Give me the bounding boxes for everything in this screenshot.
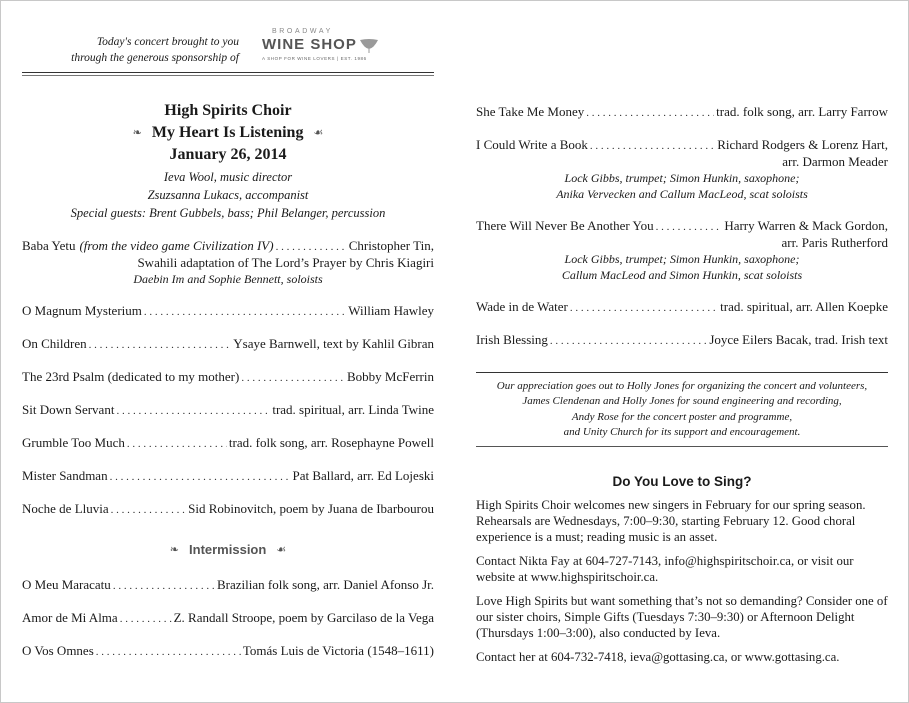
choir-name: High Spirits Choir (164, 102, 292, 119)
piece-title: Noche de Lluvia (22, 501, 109, 516)
piece-title: O Magnum Mysterium (22, 303, 142, 318)
piece-composer: Harry Warren & Mack Gordon, (724, 218, 888, 233)
piece-composer: trad. folk song, arr. Rosephayne Powell (228, 435, 434, 450)
piece-composer: Brazilian folk song, arr. Daniel Afonso Jr. (217, 577, 434, 592)
program-item (22, 402, 434, 419)
leader-dots (586, 105, 714, 121)
music-director: Ieva Wool, music director (163, 170, 293, 184)
piece-title: Amor de Mi Alma (22, 610, 118, 625)
piece-title: The 23rd Psalm (dedicated to my mother) (22, 369, 240, 384)
program-item (22, 303, 434, 320)
program-item (22, 435, 434, 452)
logo-main-text: WINE SHOP (262, 36, 357, 53)
ornament-right-icon: ☙ (276, 544, 287, 556)
piece-composer: Joyce Eilers Bacak, trad. Irish text (709, 332, 888, 347)
program-item (22, 577, 434, 594)
piece-title: Wade in de Water (476, 299, 568, 314)
leader-dots (144, 304, 346, 320)
leader-dots (656, 219, 723, 235)
piece-composer: trad. spiritual, arr. Linda Twine (272, 402, 434, 417)
piece-title: Grumble Too Much (22, 435, 125, 450)
program-item (476, 332, 888, 349)
wine-shop-logo (262, 30, 382, 68)
piece-composer: trad. spiritual, arr. Allen Koepke (720, 299, 888, 314)
sponsor-line-2: through the generous sponsorship of (71, 52, 239, 64)
piece-title: She Take Me Money (476, 104, 585, 119)
piece-composer: Ysaye Barnwell, text by Kahlil Gibran (233, 336, 434, 351)
piece-composer: Bobby McFerrin (346, 369, 434, 384)
piece-soloists: Anika Vervecken and Callum MacLeod, scat soloists (556, 187, 808, 201)
top-rule (22, 72, 434, 73)
accompanist: Zsuzsanna Lukacs, accompanist (147, 188, 309, 202)
piece-title: Baba Yetu (22, 238, 76, 253)
thanks-line: Our appreciation goes out to Holly Jones for organizing the concert and volunteers, (496, 380, 868, 392)
concert-header (22, 100, 434, 222)
contact-ieva-paragraph: Contact her at 604-732-7418, ieva@gottasing.ca, or www.gottasing.ca. (476, 650, 840, 664)
piece-composer-cont: arr. Paris Rutherford (781, 235, 888, 250)
program-item (22, 468, 434, 485)
program-item (22, 610, 434, 627)
program-item (22, 369, 434, 386)
contact-paragraph: Contact Nikta Fay at 604-727-7143, info@highspiritschoir.ca, or visit our website at www.highspiritschoir.ca. (476, 554, 854, 584)
program-item (22, 336, 434, 353)
program-item (22, 238, 434, 287)
piece-composer: Z. Randall Stroope, poem by Garcilaso de la Vega (173, 610, 434, 625)
piece-composer: Christopher Tin, (348, 238, 434, 253)
thanks-line: Andy Rose for the concert poster and programme, (571, 410, 793, 423)
recruitment-section (476, 474, 888, 665)
piece-soloists: Daebin Im and Sophie Bennett, soloists (133, 272, 323, 286)
leader-dots (113, 578, 215, 594)
concert-title: My Heart Is Listening (151, 124, 304, 141)
piece-composer: Sid Robinovitch, poem by Juana de Ibarbourou (188, 501, 434, 516)
special-guests: Special guests: Brent Gubbels, bass; Phil Belanger, percussion (70, 206, 386, 220)
leader-dots (590, 138, 715, 154)
piece-composer: Tomás Luis de Victoria (1548–1611) (242, 643, 434, 658)
piece-title: On Children (22, 336, 87, 351)
piece-title: There Will Never Be Another You (476, 218, 654, 233)
leader-dots (89, 337, 232, 353)
leader-dots (110, 469, 291, 485)
sponsor-note (71, 34, 239, 66)
ornament-right-icon: ☙ (313, 127, 324, 139)
leader-dots (120, 611, 172, 627)
leader-dots (550, 333, 707, 349)
acknowledgements-box (476, 372, 888, 447)
right-column (476, 104, 888, 349)
piece-soloists: Callum MacLeod and Simon Hunkin, scat soloists (561, 268, 803, 282)
ornament-left-icon: ❧ (132, 127, 142, 139)
leader-dots (276, 239, 347, 255)
sister-choirs-paragraph: Love High Spirits but want something that’s not so demanding? Consider one of our sister choirs, Simple Gifts (Tuesdays 7:30–9:30) or Afternoon Delight (Thursdays 1:00–3:00), also conducted by Ieva. (476, 594, 888, 640)
intermission-row (22, 542, 434, 557)
concert-title-row (22, 122, 434, 144)
piece-title: O Vos Omnes (22, 643, 94, 658)
piece-title: O Meu Maracatu (22, 577, 111, 592)
program-item (476, 299, 888, 316)
program-item (22, 643, 434, 660)
piece-soloists: Lock Gibbs, trumpet; Simon Hunkin, saxophone; (564, 171, 800, 185)
leader-dots (96, 644, 241, 660)
left-column (22, 100, 434, 660)
ornament-left-icon: ❧ (169, 544, 180, 556)
program-item (476, 218, 888, 283)
thanks-line: James Clendenan and Holly Jones for sound engineering and recording, (522, 395, 842, 408)
piece-composer-cont: Swahili adaptation of The Lord’s Prayer by Chris Kiagiri (137, 255, 434, 270)
logo-sub-text: A SHOP FOR WINE LOVERS | EST. 1986 (262, 56, 367, 61)
recruitment-paragraph: High Spirits Choir welcomes new singers in February for our spring season. Rehearsals are Wednesdays, 7:00–9:30, starting February 12. Good choral experience is a must; reading music is an asset. (476, 498, 866, 544)
leader-dots (116, 403, 270, 419)
recruitment-heading: Do You Love to Sing? (612, 474, 752, 489)
piece-title: Mister Sandman (22, 468, 108, 483)
program-item (476, 104, 888, 121)
piece-composer: Richard Rodgers & Lorenz Hart, (717, 137, 888, 152)
program-item (476, 137, 888, 202)
leader-dots (241, 370, 345, 386)
leader-dots (570, 300, 718, 316)
intermission-label: Intermission (189, 542, 267, 557)
piece-note: (from the video game Civilization IV) (79, 238, 274, 253)
thanks-line: and Unity Church for its support and encouragement. (563, 425, 801, 438)
logo-top-text: BROADWAY (272, 28, 333, 35)
program-item (22, 501, 434, 518)
piece-composer: William Hawley (348, 303, 434, 318)
leader-dots (111, 502, 186, 518)
wine-glass-icon (358, 38, 380, 54)
piece-composer: Pat Ballard, arr. Ed Lojeski (292, 468, 434, 483)
piece-title: I Could Write a Book (476, 137, 588, 152)
concert-date: January 26, 2014 (169, 146, 287, 163)
piece-title: Sit Down Servant (22, 402, 115, 417)
piece-soloists: Lock Gibbs, trumpet; Simon Hunkin, saxophone; (564, 252, 800, 266)
piece-title: Irish Blessing (476, 332, 548, 347)
top-rule-thin (22, 75, 434, 76)
leader-dots (127, 436, 227, 452)
sponsor-line-1: Today's concert brought to you (96, 36, 239, 48)
piece-composer-cont: arr. Darmon Meader (782, 154, 888, 169)
piece-composer: trad. folk song, arr. Larry Farrow (716, 104, 888, 119)
